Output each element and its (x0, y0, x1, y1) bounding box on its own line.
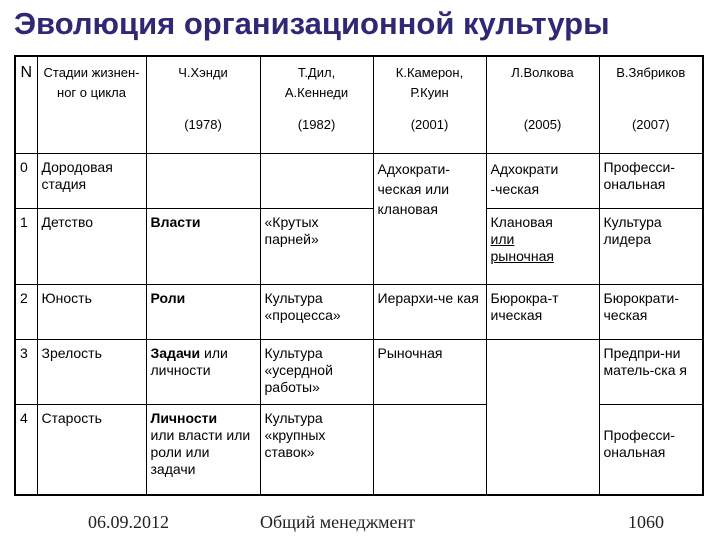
cell-cameron: Адхократи-ческая или клановая (373, 153, 486, 284)
cell-handy: Роли (146, 284, 260, 339)
cell-handy (146, 339, 260, 404)
header-zyabrikov-year: (2007) (631, 117, 670, 132)
cell-zyabrikov-text: Професси-ональная (603, 426, 675, 460)
header-volkova-year: (2005) (523, 117, 562, 132)
header-deal-year: (1982) (297, 117, 336, 132)
row-number: 0 (15, 153, 37, 208)
cell-volkova-part2: или (490, 230, 515, 247)
header-cameron-author: К.Камерон, Р.Куин (395, 65, 464, 100)
cell-volkova-part3: рыночная (490, 247, 554, 264)
row-number: 1 (15, 208, 37, 284)
row-stage: Зрелость (37, 339, 146, 404)
header-volkova (486, 56, 599, 153)
header-zyabrikov-author: В.Зябриков (616, 65, 686, 80)
cell-handy: Власти (146, 208, 260, 284)
row-number: 3 (15, 339, 37, 404)
cell-deal: «Крутых парней» (260, 208, 373, 284)
header-cameron-year: (2001) (410, 117, 449, 132)
row-stage: Старость (37, 404, 146, 495)
cell-deal: Культура «процесса» (260, 284, 373, 339)
cell-volkova-empty (486, 339, 599, 495)
row-number: 2 (15, 284, 37, 339)
footer-date: 06.09.2012 (88, 512, 169, 532)
table-row (15, 208, 703, 284)
header-zyabrikov (599, 56, 703, 153)
cell-handy-bold: Личности (150, 409, 218, 426)
cell-handy-bold: Задачи (150, 344, 201, 361)
table-header-row (15, 56, 703, 153)
header-handy (146, 56, 260, 153)
header-cameron (373, 56, 486, 153)
cell-zyabrikov: Предпри-ни матель-ска я (599, 339, 703, 404)
cell-handy (146, 153, 260, 208)
cell-handy-rest: или власти или роли или задачи (150, 426, 251, 477)
footer-course: Общий менеджмент (260, 512, 416, 532)
cell-volkova: Бюрокра-т ическая (486, 284, 599, 339)
row-stage: Юность (37, 284, 146, 339)
cell-zyabrikov: Професси-ональная (599, 153, 703, 208)
cell-handy-rest: или личности (150, 344, 228, 378)
row-stage: Дородовая стадия (37, 153, 146, 208)
header-handy-year: (1978) (184, 117, 222, 132)
cell-cameron: Иерархи-че кая (373, 284, 486, 339)
table-row (15, 404, 703, 495)
footer-page-number: 1060 (628, 512, 664, 532)
header-volkova-author: Л.Волкова (511, 65, 574, 80)
cell-cameron-empty (373, 404, 486, 495)
table-row (15, 153, 703, 208)
cell-volkova-part1: Клановая (490, 213, 553, 230)
table-row (15, 284, 703, 339)
cell-zyabrikov: Бюрократи-ческая (599, 284, 703, 339)
culture-evolution-table (14, 55, 704, 496)
header-number: N (15, 56, 37, 153)
header-handy-author: Ч.Хэнди (178, 65, 228, 80)
cell-volkova: Адхократи -ческая (486, 153, 599, 208)
row-number: 4 (15, 404, 37, 495)
table-row (15, 339, 703, 404)
header-deal-author: Т.Дил, А.Кеннеди (284, 65, 349, 100)
cell-zyabrikov (599, 404, 703, 495)
cell-cameron: Рыночная (373, 339, 486, 404)
page-title: Эволюция организационной культуры (14, 6, 610, 41)
header-stage: Стадии жизнен-ног о цикла (37, 56, 146, 153)
cell-handy (146, 404, 260, 495)
cell-deal: Культура «усердной работы» (260, 339, 373, 404)
cell-volkova (486, 208, 599, 284)
cell-deal: Культура «крупных ставок» (260, 404, 373, 495)
row-stage: Детство (37, 208, 146, 284)
cell-deal (260, 153, 373, 208)
cell-zyabrikov: Культура лидера (599, 208, 703, 284)
header-deal (260, 56, 373, 153)
